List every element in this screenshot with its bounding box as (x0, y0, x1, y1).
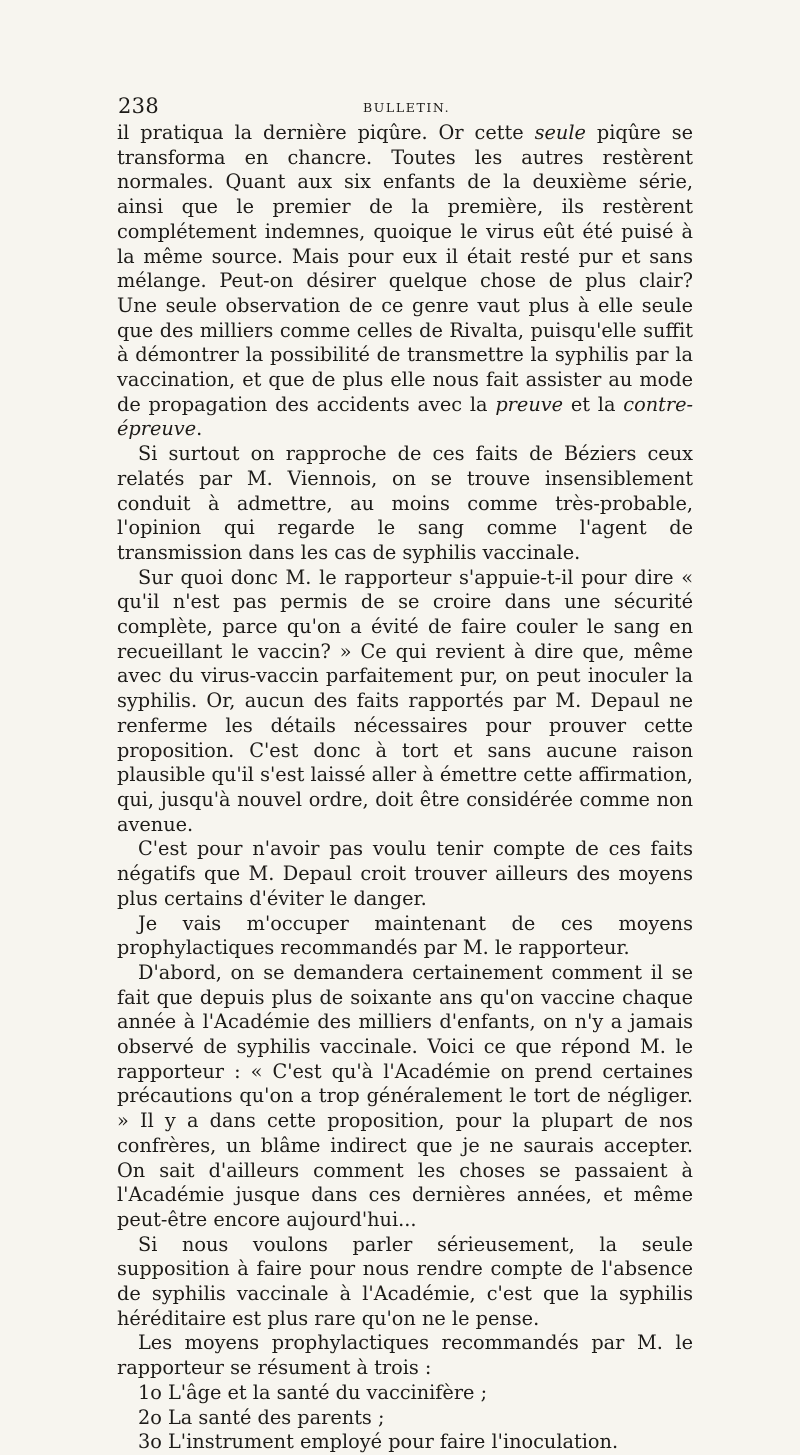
paragraph-8: Les moyens prophylactiques recommandés par M. le rapporteur se résument à trois : (117, 1331, 693, 1380)
italic-preuve: preuve (495, 392, 564, 416)
paragraph-6: D'abord, on se demandera certainement comment il se fait que depuis plus de soixante ans qu'on vaccine chaque année à l'Académie des milliers d'enfants, on n'y a jamais observé de syphilis vaccinale. Voici ce que répond M. le rapporteur : « C'est qu'à l'Académie on prend certaines précautions qu'on a trop généralement le tort de négliger. » Il y a dans cette proposition, pour la plupart de nos confrères, un blâme indirect que je ne saurais accepter. On sait d'ailleurs comment les choses se passaient à l'Académie jusque dans ces dernières années, et même peut-être encore aujourd'hui... (117, 960, 693, 1231)
list-item-1: 1o L'âge et la santé du vaccinifère ; (138, 1380, 488, 1404)
paragraph-1-part-2: piqûre se transforma en chancre. Toutes les autres restèrent normales. Quant aux six enfants de la deuxième série, ainsi que le premier de la première, ils restèrent complétement indemnes, quoique le virus eût été puisé à la même source. Mais pour eux il était resté pur et sans mélange. Peut-on désirer quelque chose de plus clair? Une seule observation de ce genre vaut plus à elle seule que des milliers comme celles de Rivalta, puisqu'elle suffit à démontrer la possibilité de transmettre la syphilis par la vaccination, et que de plus elle nous fait assister au mode de propagation des accidents avec la (117, 121, 693, 416)
paragraph-3: Sur quoi donc M. le rapporteur s'appuie-t-il pour dire « qu'il n'est pas permis de se croire dans une sécurité complète, parce qu'on a évité de faire couler le sang en recueillant le vaccin? » Ce qui revient à dire que, même avec du virus-vaccin parfaitement pur, on peut inoculer la syphilis. Or, aucun des faits rapportés par M. Depaul ne renferme les détails nécessaires pour prouver cette proposition. C'est donc à tort et sans aucune raison plausible qu'il s'est laissé aller à émettre cette affirmation, qui, jusqu'à nouvel ordre, doit être considérée comme non avenue. (117, 565, 693, 836)
paragraph-2: Si surtout on rapproche de ces faits de Béziers ceux relatés par M. Viennois, on se trouve insensiblement conduit à admettre, au moins comme très-probable, l'opinion qui regarde le sang comme l'agent de transmission dans les cas de syphilis vaccinale. (117, 442, 693, 564)
running-head (118, 94, 694, 122)
list-item-2: 2o La santé des parents ; (138, 1405, 385, 1429)
page-number: 238 (118, 94, 159, 118)
paragraph-5: Je vais m'occuper maintenant de ces moyens prophylactiques recommandés par M. le rapporteur. (117, 911, 693, 960)
paragraph-1-part-1: il pratiqua la dernière piqûre. Or cette (117, 121, 535, 144)
body-text (117, 121, 693, 1455)
running-title: BULLETIN. (363, 100, 451, 115)
paragraph-4: C'est pour n'avoir pas voulu tenir compte de ces faits négatifs que M. Depaul croit trouver ailleurs des moyens plus certains d'éviter le danger. (117, 837, 693, 910)
paragraph-1-part-3: et la (563, 392, 624, 416)
paragraph-7: Si nous voulons parler sérieusement, la seule supposition à faire pour nous rendre compte de l'absence de syphilis vaccinale à l'Académie, c'est que la syphilis héréditaire est plus rare qu'on ne le pense. (117, 1232, 693, 1330)
paragraph-1-part-4: . (196, 417, 203, 441)
list-item-3: 3o L'instrument employé pour faire l'inoculation. (138, 1430, 619, 1454)
italic-contre-epreuve: contre-épreuve (117, 392, 693, 441)
italic-seule: seule (534, 121, 586, 144)
paragraph-1 (117, 121, 693, 442)
